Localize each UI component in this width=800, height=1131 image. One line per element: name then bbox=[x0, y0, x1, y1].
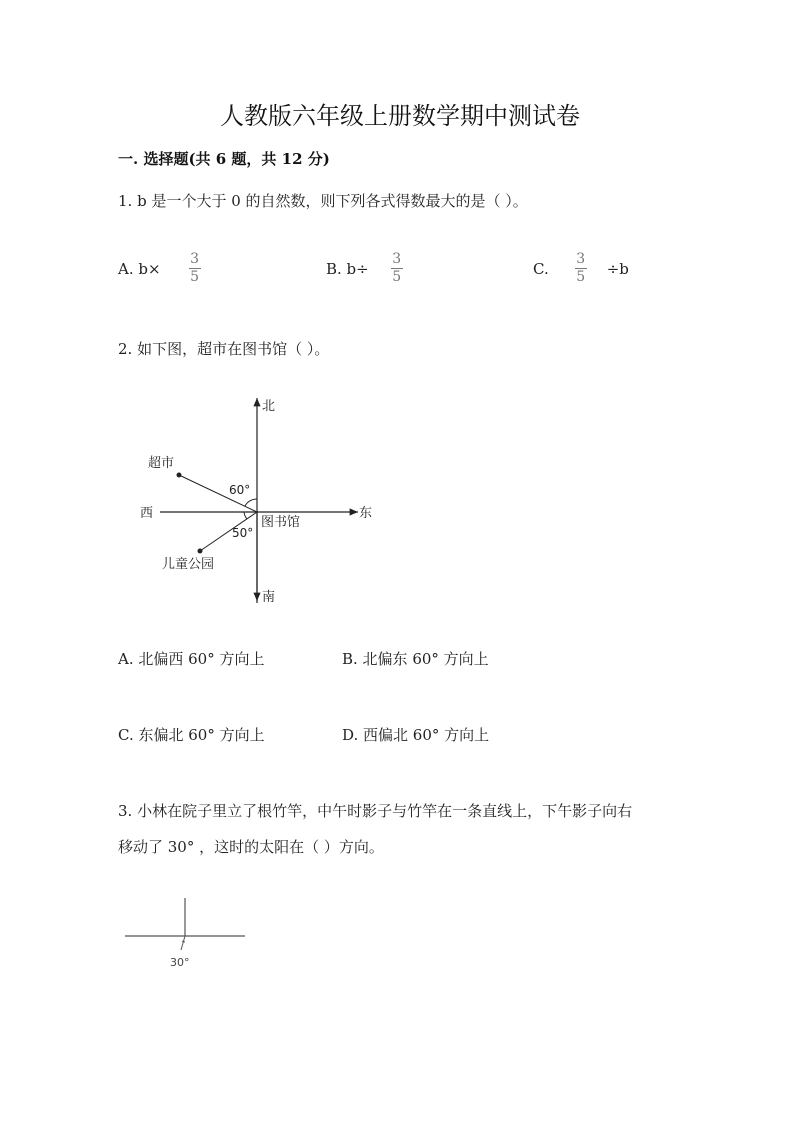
shadow-line bbox=[181, 936, 185, 950]
label-angle-30: 30° bbox=[170, 956, 190, 969]
label-north: 北 bbox=[262, 399, 276, 414]
direction-diagram bbox=[130, 388, 390, 613]
section-heading: 一. 选择题(共 6 题，共 12 分) bbox=[118, 150, 330, 168]
label-angle-60: 60° bbox=[229, 483, 251, 497]
fraction-numerator: 3 bbox=[576, 251, 586, 267]
shadow-diagram bbox=[118, 890, 253, 975]
label-angle-50: 50° bbox=[232, 526, 254, 540]
label-market: 超市 bbox=[148, 456, 175, 471]
fraction-numerator: 3 bbox=[392, 251, 402, 267]
fraction bbox=[189, 252, 201, 285]
fraction-numerator: 3 bbox=[190, 251, 199, 267]
q2-option-c: C. 东偏北 60° 方向上 bbox=[118, 726, 265, 744]
fraction bbox=[391, 252, 403, 285]
angle-arc-60 bbox=[245, 499, 257, 506]
q1-option-a-label: A. b× bbox=[118, 259, 161, 278]
angle-arc-50 bbox=[244, 512, 247, 519]
q1-option-b-label: B. b÷ bbox=[326, 259, 369, 278]
fraction bbox=[575, 252, 587, 285]
question-1-stem: 1. b 是一个大于 0 的自然数，则下列各式得数最大的是（ ）。 bbox=[118, 192, 528, 210]
q2-option-a: A. 北偏西 60° 方向上 bbox=[118, 650, 265, 668]
label-south: 南 bbox=[262, 590, 276, 605]
question-3-stem-line-1: 3. 小林在院子里立了根竹竿，中午时影子与竹竿在一条直线上，下午影子向右 bbox=[118, 802, 633, 820]
q1-option-c-suffix: ÷b bbox=[606, 259, 629, 278]
market-point bbox=[177, 473, 182, 478]
q1-option-b bbox=[326, 252, 403, 285]
q2-option-b: B. 北偏东 60° 方向上 bbox=[342, 650, 489, 668]
q1-option-a bbox=[118, 252, 201, 285]
fraction-denominator: 5 bbox=[576, 269, 586, 285]
q2-option-d: D. 西偏北 60° 方向上 bbox=[342, 726, 490, 744]
fraction-denominator: 5 bbox=[190, 269, 199, 285]
question-2-stem: 2. 如下图，超市在图书馆（ ）。 bbox=[118, 340, 330, 358]
label-park: 儿童公园 bbox=[162, 557, 215, 572]
q1-option-c bbox=[533, 252, 629, 285]
page-title: 人教版六年级上册数学期中测试卷 bbox=[220, 102, 580, 130]
label-library: 图书馆 bbox=[261, 515, 301, 530]
q1-option-c-label: C. bbox=[533, 259, 549, 278]
fraction-denominator: 5 bbox=[392, 269, 402, 285]
label-east: 东 bbox=[359, 506, 373, 521]
label-west: 西 bbox=[140, 506, 154, 521]
question-3-stem-line-2: 移动了 30° ，这时的太阳在（ ）方向。 bbox=[118, 838, 384, 856]
park-point bbox=[198, 549, 203, 554]
